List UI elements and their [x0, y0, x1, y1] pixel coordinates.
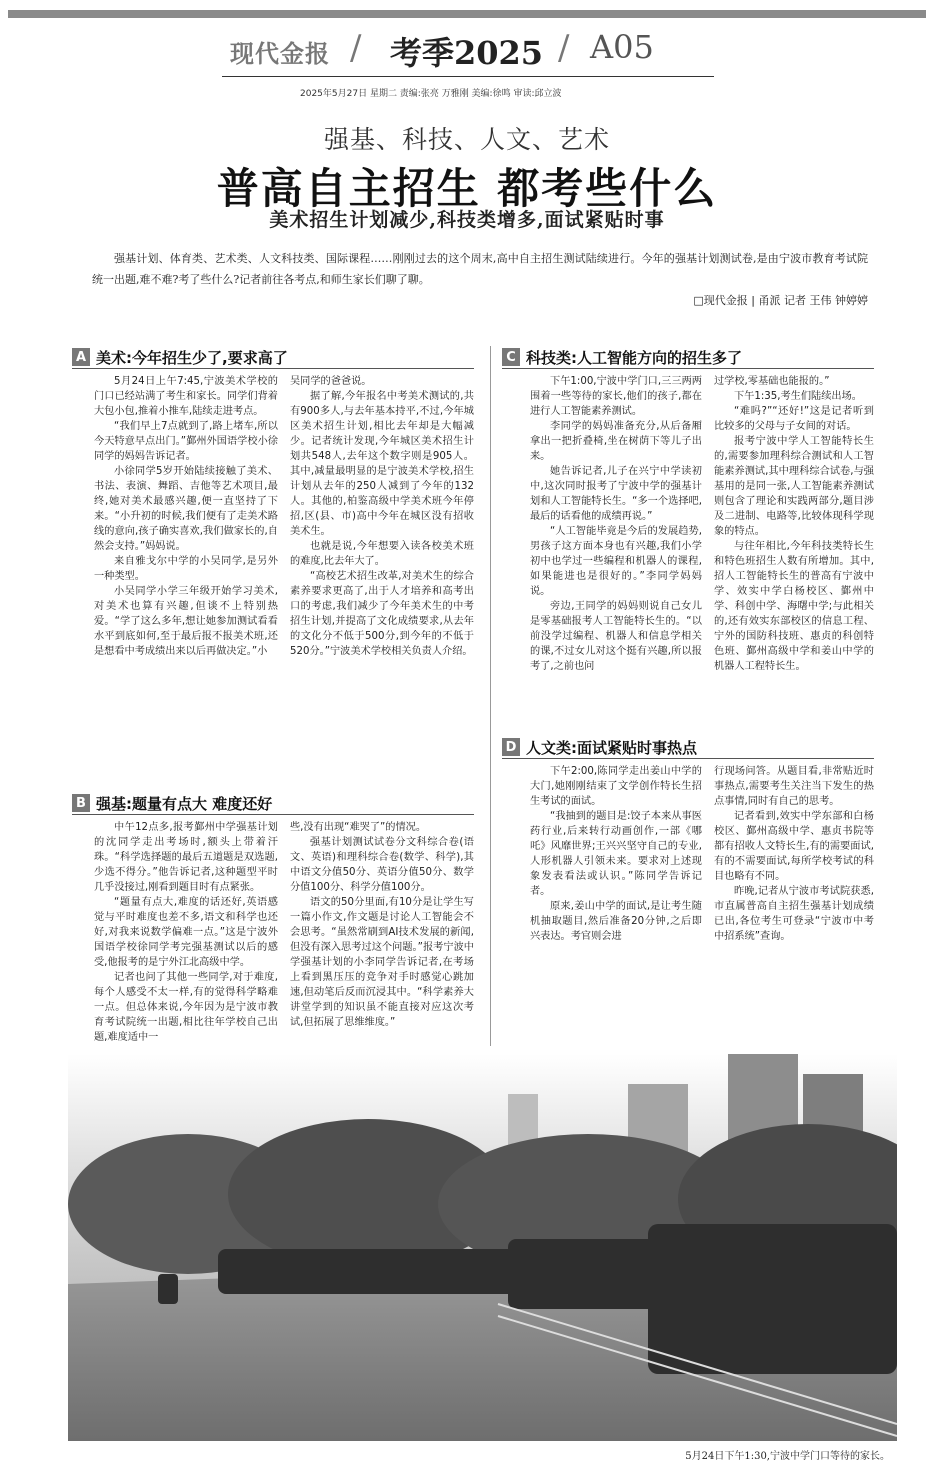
section-title: 考季2025	[390, 34, 544, 72]
section-a-column-2	[290, 374, 474, 764]
paragraph: 与往年相比,今年科技类特长生和特色班招生人数有所增加。其中,招人工智能特长生的普高有宁波中学、效实中学白杨校区、鄞州中学、科创中学、海曙中学;与此相关的,还有效实东部校区的信息工程、宁外的国防科技班、惠贞的科创特色班、鄞州高级中学和姜山中学的机器人工程特长生。	[714, 541, 874, 672]
section-b-header	[72, 792, 474, 815]
newspaper-brand: 现代金报	[230, 39, 330, 68]
paragraph: “高校艺术招生改革,对美术生的综合素养要求更高了,出于人才培养和高考出口的考虑,我们减少了今年美术生的中考招生计划,并提高了文化成绩要求,从去年的文化分不低于500分,到今年的不低于520分。”宁波美术学校相关负责人介绍。	[290, 571, 474, 657]
subheadline: 美术招生计划减少,科技类增多,面试紧贴时事	[269, 209, 665, 231]
headline: 普高自主招生 都考些什么	[216, 164, 718, 213]
paragraph: 小徐同学5岁开始陆续接触了美术、书法、表演、舞蹈、吉他等艺术项目,最终,她对美术最感兴趣,便一直坚持了下来。“小升初的时候,我们便有了走美术路线的意向,孩子确实喜欢,我们做家长的,自然会支持。”妈妈说。	[94, 466, 278, 552]
section-rule	[72, 814, 474, 815]
paragraph: 据了解,今年报名中考美术测试的,共有900多人,与去年基本持平,不过,今年城区美术招生计划,相比去年却是大幅减少。记者统计发现,今年城区美术招生计划共548人,去年这个数字则是905人。其中,减量最明显的是宁波美术学校,招生计划从去年的250人减到了今年的132人。其他的,柏鉴高级中学美术班今年停招,区(县、市)高中今年在城区没有招收美术生。	[290, 391, 474, 537]
section-letter: B	[72, 794, 90, 812]
lead-paragraph: 强基计划、体育类、艺术类、人文科技类、国际课程……刚刚过去的这个周末,高中自主招生测试陆续进行。今年的强基计划测试卷,是由宁波市教育考试院统一出题,难不难?考了些什么?记者前往各考点,和师生家长们聊了聊。	[92, 252, 868, 286]
paragraph: 下午1:35,考生们陆续出场。	[734, 391, 862, 402]
paragraph: “我们早上7点就到了,路上堵车,所以今天特意早点出门。”鄞州外国语学校小徐同学的妈妈告诉记者。	[94, 421, 278, 462]
section-title: 人文类:面试紧贴时事热点	[526, 738, 697, 757]
section-rule	[72, 368, 474, 369]
paragraph: “我抽到的题目是:饺子本来从事医药行业,后来转行动画创作,一部《哪吒》风靡世界;王兴兴坚守自己的专业,人形机器人引领未来。要求对上述现象发表看法或认识。”陈同学告诉记者。	[530, 811, 702, 897]
paragraph: 李同学的妈妈准备充分,从后备厢拿出一把折叠椅,坐在树荫下等儿子出来。	[530, 421, 702, 462]
photo-crowd-at-school-gate	[68, 1054, 897, 1441]
paragraph: 原来,姜山中学的面试,是让考生随机抽取题目,然后准备20分钟,之后即兴表达。考官则会进	[530, 901, 702, 942]
top-bar	[8, 10, 926, 18]
paragraph: 语文的50分里面,有10分是让学生写一篇小作文,作文题是讨论人工智能会不会思考。“虽然常刷到AI技术发展的新闻,但没有深入思考过这个问题。”报考宁波中学强基计划的小李同学告诉记者,在考场上看到黑压压的竞争对手时感觉心跳加速,但动笔后反而沉浸其中。“科学素养大讲堂学到的知识虽不能直接对应这次考试,但拓展了思维维度。”	[290, 897, 474, 1028]
section-title: 强基:题量有点大 难度还好	[96, 794, 273, 813]
paragraph: 记者也问了其他一些同学,对于难度,每个人感受不太一样,有的觉得科学略难一点。但总体来说,今年因为是宁波市教育考试院统一出题,相比往年学校自己出题,难度适中一	[94, 972, 278, 1043]
section-d-column-1	[530, 764, 702, 964]
paragraph: 她告诉记者,儿子在兴宁中学读初中,这次同时报考了宁波中学的强基计划和人工智能特长生。“多一个选择吧,最后的话看他的成绩再说。”	[530, 466, 702, 522]
masthead	[220, 28, 720, 74]
masthead-divider: /	[350, 28, 362, 68]
paragraph: 记者看到,效实中学东部和白杨校区、鄞州高级中学、惠贞书院等都有招收人文特长生,有的需要面试,有的不需要面试,每所学校考试的科目也略有不同。	[714, 811, 874, 882]
section-rule	[502, 758, 874, 759]
paragraph: 5月24日上午7:45,宁波美术学校的门口已经站满了考生和家长。同学们背着大包小包,推着小推车,陆续走进考点。	[94, 376, 278, 417]
paragraph: 过学校,零基础也能报的。”	[714, 376, 830, 387]
paragraph: 吴同学的爸爸说。	[290, 376, 372, 387]
masthead-divider: /	[558, 28, 570, 68]
paragraph: 也就是说,今年想要入读各校美术班的难度,比去年大了。	[290, 541, 474, 567]
dateline: 2025年5月27日 星期二 责编:张亮 万雅刚 美编:徐鸣 审读:邱立波	[300, 89, 562, 99]
paragraph: 些,没有出现“难哭了”的情况。	[290, 822, 427, 833]
section-title: 美术:今年招生少了,要求高了	[96, 348, 288, 367]
paragraph: 昨晚,记者从宁波市考试院获悉,市直属普高自主招生强基计划成绩已出,各位考生可登录“宁波市中考中招系统”查询。	[714, 886, 874, 942]
byline: □现代金报 | 甬派 记者 王伟 钟婷婷	[693, 294, 868, 307]
section-c-column-1	[530, 374, 702, 724]
paragraph: “人工智能毕竟是今后的发展趋势,男孩子这方面本身也有兴趣,我们小学初中也学过一些编程和机器人的课程,如果能进也是很好的。”李同学妈妈说。	[530, 526, 702, 597]
photo-caption: 5月24日下午1:30,宁波中学门口等待的家长。	[685, 1451, 890, 1462]
column-divider	[490, 346, 491, 1046]
masthead-rule	[222, 76, 714, 77]
kicker: 强基、科技、人文、艺术	[323, 125, 610, 154]
paragraph: 强基计划测试试卷分文科综合卷(语文、英语)和理科综合卷(数学、科学),其中语文分值50分、英语分值50分、数学分值100分、科学分值100分。	[290, 837, 474, 893]
paragraph: “题量有点大,难度的话还好,英语感觉与平时难度也差不多,语文和科学也还好,对我来说数学偏难一点。”这是宁波外国语学校徐同学考完强基测试以后的感受,他报考的是宁外江北高级中学。	[94, 897, 278, 968]
section-a-column-1	[94, 374, 278, 764]
paragraph: “难吗?”“还好!”这是记者听到比较多的父母与子女间的对话。	[714, 406, 874, 432]
section-title: 科技类:人工智能方向的招生多了	[526, 348, 743, 367]
paragraph: 行现场问答。从题目看,非常贴近时事热点,需要考生关注当下发生的热点事情,同时有自己的思考。	[714, 766, 874, 807]
page-number: A05	[590, 28, 654, 66]
section-d-header	[502, 736, 874, 759]
section-letter: C	[502, 348, 520, 366]
paragraph: 旁边,王同学的妈妈则说自己女儿是零基础报考人工智能特长生的。“以前没学过编程、机器人和信息学相关的课,不过女儿对这个挺有兴趣,所以报考了,之前也问	[530, 601, 702, 672]
paragraph: 下午1:00,宁波中学门口,三三两两围着一些等待的家长,他们的孩子,都在进行人工智能素养测试。	[530, 376, 702, 417]
news-photo	[68, 1054, 897, 1441]
section-rule	[502, 368, 874, 369]
paragraph: 小吴同学小学三年级开始学习美术,对美术也算有兴趣,但谈不上特别热爱。“学了这么多年,想让她参加测试看看水平到底如何,至于最后报不报美术班,还是想看中考成绩出来以后再做决定。”小	[94, 586, 278, 657]
paragraph: 下午2:00,陈同学走出姜山中学的大门,她刚刚结束了文学创作特长生招生考试的面试。	[530, 766, 702, 807]
section-b-column-1	[94, 820, 278, 1060]
paragraph: 报考宁波中学人工智能特长生的,需要参加理科综合测试和人工智能素养测试,其中理科综合试卷,与强基用的是同一张,人工智能素养测试则包含了理论和实践两部分,题目涉及二进制、电路等,比较体现科学现象的特点。	[714, 436, 874, 537]
section-a-header	[72, 346, 474, 369]
section-c-header	[502, 346, 874, 369]
section-b-column-2	[290, 820, 474, 1060]
section-letter: A	[72, 348, 90, 366]
section-d-column-2	[714, 764, 874, 964]
section-letter: D	[502, 738, 520, 756]
paragraph: 中午12点多,报考鄞州中学强基计划的沈同学走出考场时,额头上带着汗珠。“科学选择题的最后五道题是双选题,少选不得分。”他告诉记者,这种题型平时几乎没接过,刚看到题目时有点紧张。	[94, 822, 278, 893]
section-c-column-2	[714, 374, 874, 724]
paragraph: 来自雅戈尔中学的小吴同学,是另外一种类型。	[94, 556, 278, 582]
